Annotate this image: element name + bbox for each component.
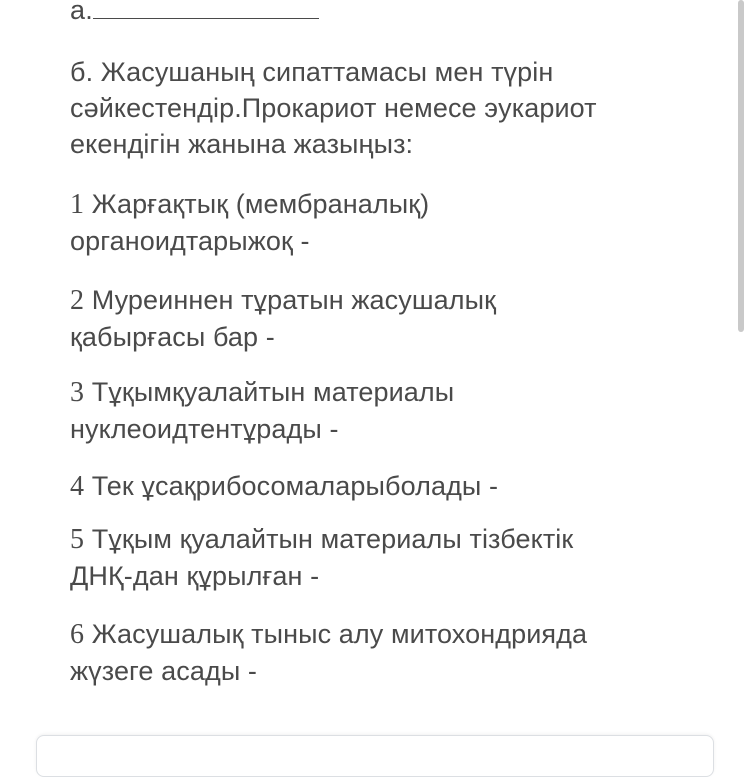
answer-a-prefix: а. — [70, 0, 93, 25]
item-line-2: жүзеге асады - — [70, 656, 258, 686]
item-number: 1 — [70, 189, 85, 220]
item-line-2: органоидтарыжоқ - — [70, 226, 310, 256]
list-item — [70, 616, 710, 689]
item-line-2: қабырғасы бар - — [70, 322, 275, 352]
vertical-scrollbar[interactable] — [738, 0, 744, 332]
item-line-1: Муреиннен тұратын жасушалық — [84, 285, 496, 315]
item-number: 4 — [70, 471, 85, 502]
list-item — [70, 186, 710, 259]
answer-card[interactable] — [36, 735, 714, 777]
item-line-2: ДНҚ-дан құрылған - — [70, 561, 320, 591]
item-number: 6 — [70, 619, 85, 650]
list-item — [70, 468, 710, 505]
instruction-line-1: б. Жасушаның сипаттамасы мен түрін — [70, 57, 554, 87]
item-line-1: Тұқымқуалайтын материалы — [84, 377, 455, 407]
item-line-1: Жарғақтық (мембраналық) — [84, 189, 430, 219]
answer-a-blank — [93, 0, 319, 19]
list-item — [70, 374, 710, 447]
answer-a-line — [70, 0, 319, 28]
item-number: 2 — [70, 285, 85, 316]
list-item — [70, 521, 710, 594]
instruction-line-2: сәйкестендір.Прокариот немесе эукариот — [70, 93, 597, 123]
instruction-line-3: екендігін жанына жазыңыз: — [70, 129, 414, 159]
item-line-1: Жасушалық тыныс алу митохондрияда — [84, 619, 588, 649]
list-item — [70, 282, 710, 355]
instruction-paragraph — [70, 54, 710, 162]
item-line-1: Тұқым қуалайтын материалы тізбектік — [84, 524, 574, 554]
item-line-1: Тек ұсақрибосомаларыболады - — [84, 471, 499, 501]
item-number: 3 — [70, 377, 85, 408]
item-line-2: нуклеоидтентұрады - — [70, 414, 339, 444]
item-number: 5 — [70, 524, 85, 555]
